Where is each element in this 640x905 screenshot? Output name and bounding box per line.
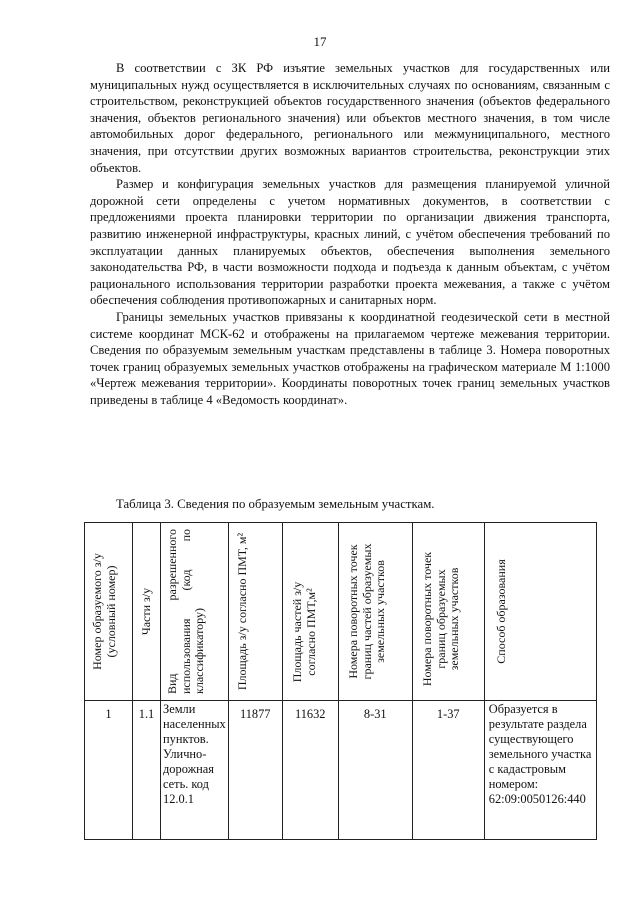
- paragraph-2: Размер и конфигурация земельных участков для размещения планируемой уличной дорожной сети определены с учетом нормативных документов, в соответствии с предложениями проекта планировки территории по организации движения транспорта, развитию инженерной инфраструктуры, красных линий, с учётом обеспечения требований по эксплуатации данных планируемых объектов, обеспечения выполнения земельного законодательства РФ, в части возможности подхода и подъезда к данным объектам, с учётом рационального использования территории разработки проекта межевания, а также с учётом обеспечения соблюдения противопожарных и санитарных норм.: [90, 177, 610, 308]
- header-cell: [282, 523, 338, 701]
- cell-area: 11877: [228, 701, 282, 840]
- page-number: 17: [313, 34, 327, 49]
- land-plots-table: [84, 522, 597, 840]
- header-plot-points: Номера поворотных точек границ образуемых земельных участков: [419, 551, 461, 687]
- cell-number: 1: [85, 701, 133, 840]
- header-cell: [85, 523, 133, 701]
- table-row: [85, 701, 597, 840]
- table-header-row: [85, 523, 597, 701]
- header-cell: [228, 523, 282, 701]
- cell-part: 1.1: [133, 701, 161, 840]
- body-text: [90, 60, 610, 408]
- header-cell: [161, 523, 229, 701]
- cell-part-points: 8-31: [338, 701, 412, 840]
- cell-plot-points: 1-37: [412, 701, 484, 840]
- paragraph-3: Границы земельных участков привязаны к координатной геодезической сети в местной системе координат МСК-62 и отображены на прилагаемом чертеже межевания территории. Сведения по образуемым земельным участкам представлены в таблице 3. Номера поворотных точек границ образуемых земельных участков отображены на графическом материале М 1:1000 «Чертеж межевания территории». Координаты поворотных точек границ земельных участков приведены в таблице 4 «Ведомость координат».: [90, 309, 610, 407]
- header-plot-number: Номер образуемого з/у (условный номер): [90, 553, 118, 670]
- cell-part-area: 11632: [282, 701, 338, 840]
- cell-formation-method: Образуется в результате раздела существующего земельного участка с кадастровым номером: 62:09:0050126:440: [484, 701, 596, 840]
- header-cell: [338, 523, 412, 701]
- header-cell: [412, 523, 484, 701]
- header-part-points: Номера поворотных точек границ частей образуемых земельных участков: [345, 543, 387, 680]
- header-part-area: Площадь частей з/у согласно ПМТ,м²: [289, 581, 318, 683]
- header-cell: [484, 523, 596, 701]
- header-cell: [133, 523, 161, 701]
- header-plot-part: Части з/у: [139, 587, 153, 636]
- cell-permitted-use: Земли населенных пунктов. Улично-дорожная сеть. код 12.0.1: [161, 701, 229, 840]
- header-formation-method: Способ образования: [493, 559, 508, 664]
- paragraph-1: В соответствии с ЗК РФ изъятие земельных участков для государственных или муниципальных нужд осуществляется в исключительных случаях по основаниям, связанным с строительством, реконструкцией объектов государственного значения (объектов федерального значения, объектов регионального значения) или объектов местного значения, в том числе автомобильных дорог федерального, регионального или межмуниципального, местного значения, при отсутствии других возможных вариантов строительства, реконструкции этих объектов.: [90, 61, 610, 175]
- header-plot-area: Площадь з/у согласно ПМТ, м²: [234, 532, 249, 691]
- header-permitted-use: Вид разрешенного использования (код по классификатору): [165, 529, 207, 694]
- table-caption: Таблица 3. Сведения по образуемым земельным участкам.: [116, 497, 435, 511]
